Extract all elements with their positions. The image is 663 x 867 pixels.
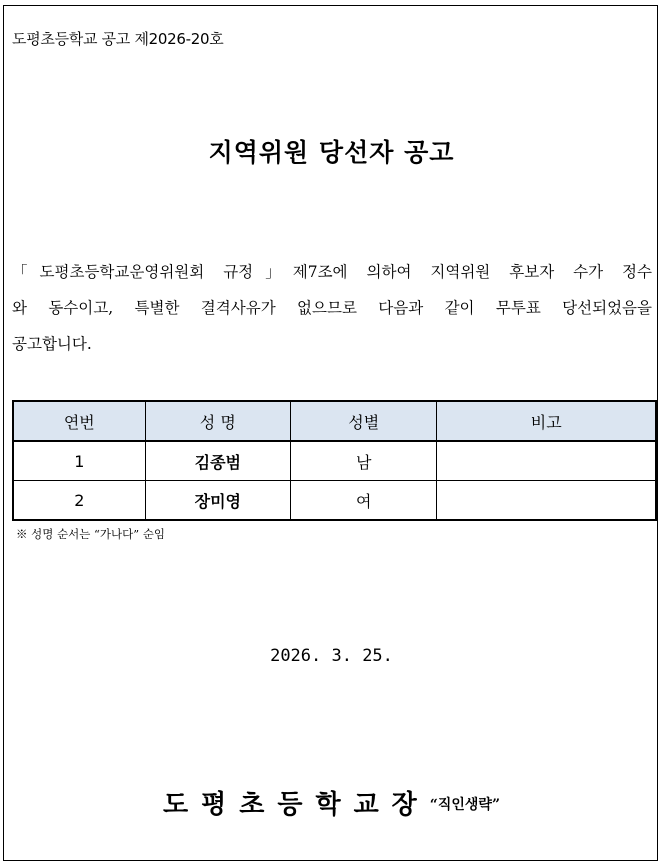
- header-serial-number: 연번: [13, 401, 145, 441]
- header-note: 비고: [437, 401, 656, 441]
- body-line: 와 동수이고, 특별한 결격사유가 없으므로 다음과 같이 무투표 당선되었음을: [12, 299, 652, 317]
- principal-title: 도평초등학교장: [162, 790, 430, 820]
- table-row: [13, 441, 656, 481]
- name-cell: 장미영: [145, 481, 290, 521]
- note-cell: [437, 441, 656, 481]
- elected-members-table: [12, 400, 657, 521]
- document-title: 지역위원 당선자 공고: [208, 138, 455, 167]
- note-cell: [437, 481, 656, 521]
- notice-body: [12, 254, 652, 362]
- body-line: 「도평초등학교운영위원회 규정」제7조에 의하여 지역위원 후보자 수가 정수: [12, 263, 652, 281]
- serial-number-cell: 1: [13, 441, 145, 481]
- footnote: ※ 성명 순서는 “가나다” 순임: [16, 527, 165, 541]
- serial-number-cell: 2: [13, 481, 145, 521]
- notice-number: 도평초등학교 공고 제2026-20호: [12, 30, 224, 48]
- notice-date: 2026. 3. 25.: [270, 646, 393, 666]
- table-header-row: [13, 401, 656, 441]
- header-name: 성 명: [145, 401, 290, 441]
- header-gender: 성별: [291, 401, 437, 441]
- gender-cell: 남: [291, 441, 437, 481]
- body-line: 공고합니다.: [12, 335, 92, 353]
- seal-omitted-note: “직인생략”: [429, 797, 500, 813]
- name-cell: 김종범: [145, 441, 290, 481]
- gender-cell: 여: [291, 481, 437, 521]
- signature-block: [0, 784, 663, 821]
- table-row: [13, 481, 656, 521]
